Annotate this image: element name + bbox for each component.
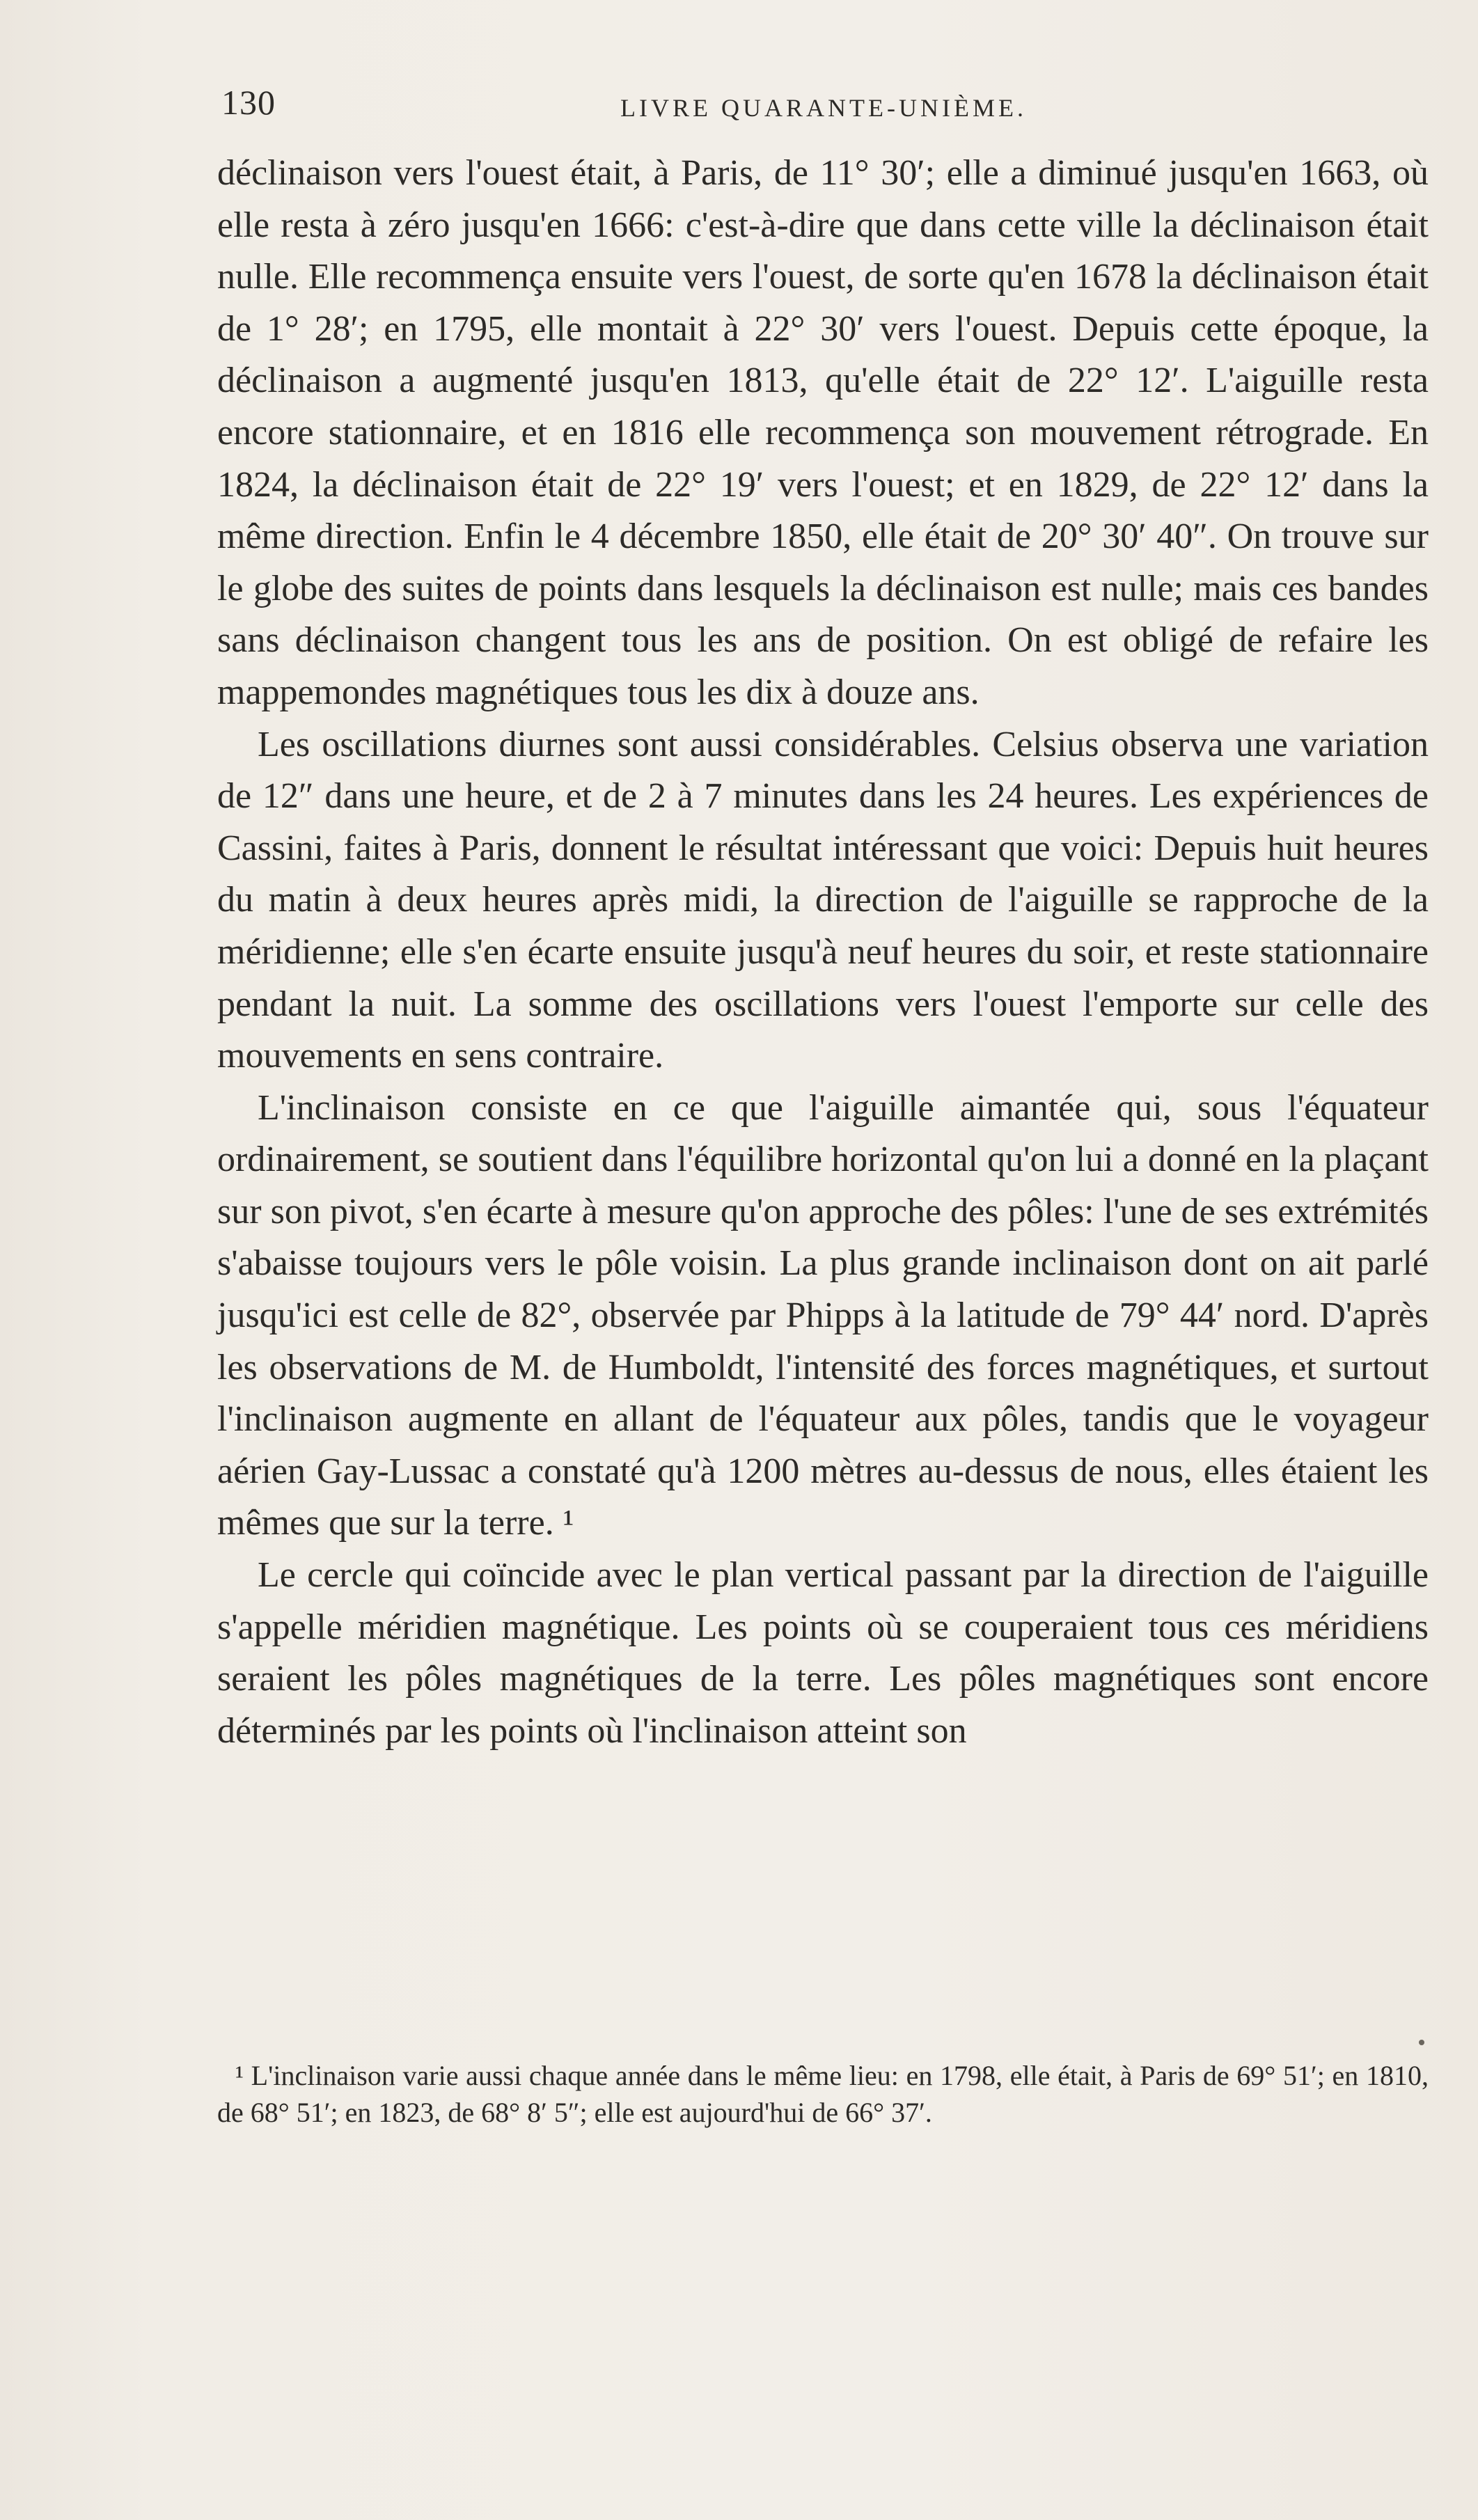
body-text: [217, 148, 1429, 1757]
running-head: LIVRE QUARANTE-UNIÈME.: [620, 94, 1027, 122]
page-number: 130: [221, 83, 276, 122]
page-header: [221, 82, 1426, 131]
paragraph-declinaison: déclinaison vers l'ouest était, à Paris, de 11° 30′; elle a diminué jusqu'en 1663, où elle resta à zéro jusqu'en 1666: c'est-à-dire que dans cette ville la déclinaison était nulle. Elle recommença ensuite vers l'ouest, de sorte qu'en 1678 la déclinaison était de 1° 28′; en 1795, elle montait à 22° 30′ vers l'ouest. Depuis cette époque, la déclinaison a augmenté jusqu'en 1813, qu'elle était de 22° 12′. L'aiguille resta encore stationnaire, et en 1816 elle recommença son mouvement rétrograde. En 1824, la déclinaison était de 22° 19′ vers l'ouest; et en 1829, de 22° 12′ dans la même direction. Enfin le 4 décembre 1850, elle était de 20° 30′ 40″. On trouve sur le globe des suites de points dans lesquels la déclinaison est nulle; mais ces bandes sans déclinaison changent tous les ans de position. On est obligé de refaire les mappemondes magnétiques tous les dix à douze ans.: [217, 153, 1429, 712]
paragraph-meridien: Le cercle qui coïncide avec le plan vertical passant par la direction de l'aiguille s'appelle méridien magnétique. Les points où se couperaient tous ces méridiens seraient les pôles magnétiques de la terre. Les pôles magnétiques sont encore déterminés par les points où l'inclinaison atteint son: [217, 1555, 1429, 1751]
footnote: [217, 2057, 1429, 2131]
paragraph-inclinaison: L'inclinaison consiste en ce que l'aiguille aimantée qui, sous l'équateur ordinairement, se soutient dans l'équilibre horizontal qu'on lui a donné en la plaçant sur son pivot, s'en écarte à mesure qu'on approche des pôles: l'une de ses extrémités s'abaisse toujours vers le pôle voisin. La plus grande inclinaison dont on ait parlé jusqu'ici est celle de 82°, observée par Phipps à la latitude de 79° 44′ nord. D'après les observations de M. de Humboldt, l'intensité des forces magnétiques, et surtout l'inclinaison augmente en allant de l'équateur aux pôles, tandis que le voyageur aérien Gay-Lussac a constaté qu'à 1200 mètres au-dessus de nous, elles étaient les mêmes que sur la terre. ¹: [217, 1087, 1429, 1543]
paragraph-oscillations: Les oscillations diurnes sont aussi considérables. Celsius observa une variation de 12″ dans une heure, et de 2 à 7 minutes dans les 24 heures. Les expériences de Cassini, faites à Paris, donnent le résultat intéressant que voici: Depuis huit heures du matin à deux heures après midi, la direction de l'aiguille se rapproche de la méridienne; elle s'en écarte ensuite jusqu'à neuf heures du soir, et reste stationnaire pendant la nuit. La somme des oscillations vers l'ouest l'emporte sur celle des mouvements en sens contraire.: [217, 724, 1429, 1076]
paper-speck: [1419, 2040, 1424, 2045]
footnote-text: ¹ L'inclinaison varie aussi chaque année dans le même lieu: en 1798, elle était, à Paris de 69° 51′; en 1810, de 68° 51′; en 1823, de 68° 8′ 5″; elle est aujourd'hui de 66° 37′.: [217, 2060, 1429, 2128]
